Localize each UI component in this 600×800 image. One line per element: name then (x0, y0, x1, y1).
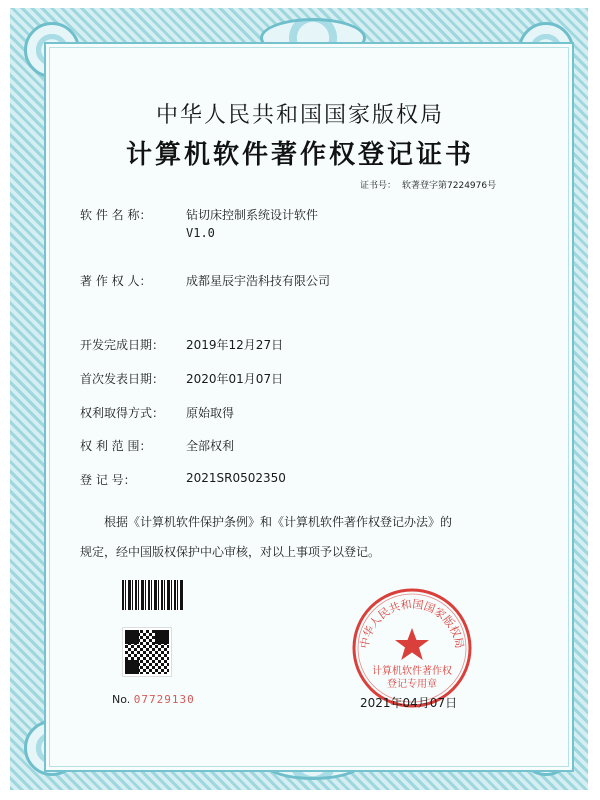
body-text-line-1: 根据《计算机软件保护条例》和《计算机软件著作权登记办法》的 (104, 515, 453, 529)
field-registration-number (80, 471, 530, 488)
field-label: 开发完成日期： (80, 338, 165, 352)
field-label: 权利取得方式： (80, 406, 165, 420)
field-rights-scope (80, 437, 530, 454)
field-value: 2020年01月07日 (186, 372, 284, 386)
serial-label: No. (112, 693, 131, 706)
field-value: 钻切床控制系统设计软件 (186, 208, 319, 222)
field-publish-date (80, 370, 530, 387)
field-label: 权 利 范 围： (80, 439, 152, 453)
field-label: 登 记 号： (80, 473, 136, 487)
issue-date: 2021年04月07日 (360, 696, 458, 710)
field-value: 2019年12月27日 (186, 338, 284, 352)
field-label: 软 件 名 称： (80, 208, 152, 222)
barcode-icon (122, 580, 184, 610)
serial-value: 07729130 (133, 693, 195, 706)
field-software-name (80, 206, 530, 240)
field-label: 著 作 权 人： (80, 274, 152, 288)
seal-line-1: 计算机软件著作权 (372, 666, 452, 677)
field-copyright-owner (80, 272, 530, 289)
qr-code-icon (123, 628, 171, 676)
field-value: 全部权利 (186, 439, 235, 453)
field-acquisition-method (80, 404, 530, 421)
body-text-line-2: 规定，经中国版权保护中心审核，对以上事项予以登记。 (80, 545, 381, 559)
certificate-number-label: 证书号： (360, 181, 397, 191)
certificate-number-value: 软著登字第7224976号 (402, 181, 497, 191)
software-version: V1.0 (186, 226, 215, 240)
issuing-authority: 中华人民共和国国家版权局 (155, 103, 444, 128)
field-label: 首次发表日期： (80, 372, 165, 386)
field-value: 成都星辰宇浩科技有限公司 (186, 274, 331, 288)
field-value: 2021SR0502350 (186, 471, 286, 485)
seal-line-2: 登记专用章 (387, 679, 437, 690)
certificate-number (360, 178, 560, 191)
field-completion-date (80, 336, 530, 353)
serial-number (112, 693, 195, 706)
field-value: 原始取得 (186, 406, 235, 420)
seal-ring-text: 中华人民共和国国家版权局 (357, 597, 467, 650)
official-seal-icon (350, 586, 474, 710)
certificate-title: 计算机软件著作权登记证书 (125, 140, 474, 170)
